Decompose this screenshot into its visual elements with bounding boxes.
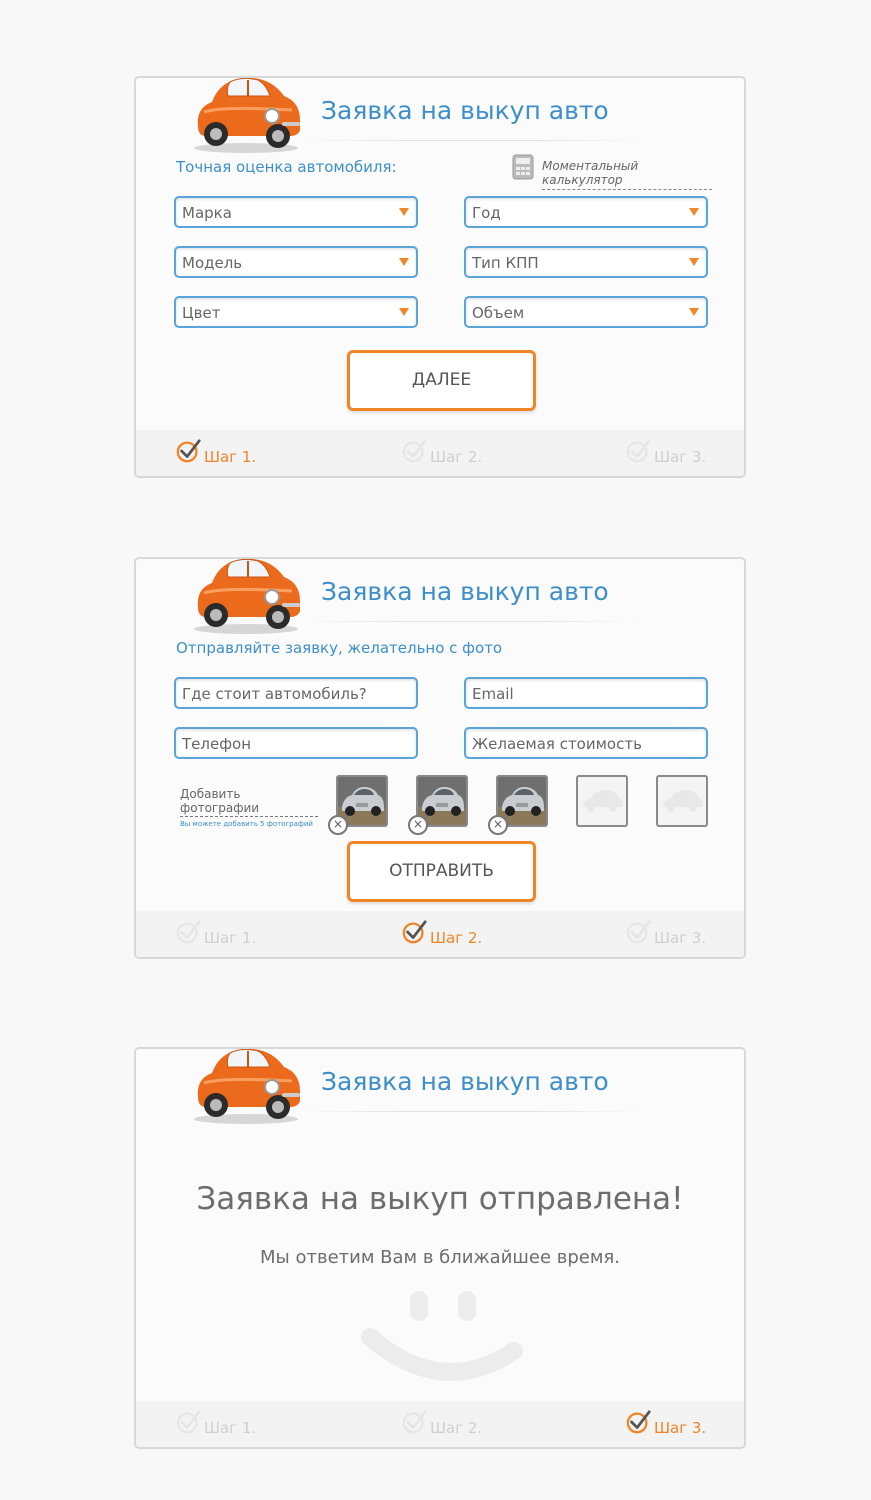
step-1-label: Шаг 1.	[204, 929, 257, 947]
dropdown-arrow-icon	[689, 208, 699, 216]
orange-beetle-car-icon	[186, 1047, 306, 1127]
photo-slot-empty[interactable]	[576, 775, 628, 827]
next-button[interactable]: ДАЛЕЕ	[347, 350, 536, 411]
steps-bar	[136, 1401, 744, 1447]
location-input-placeholder: Где стоит автомобиль?	[182, 685, 367, 703]
check-circle-icon	[176, 919, 202, 945]
check-circle-icon	[626, 1409, 652, 1435]
form-subtitle: Точная оценка автомобиля:	[176, 158, 397, 176]
dropdown-arrow-icon	[399, 308, 409, 316]
gearbox-select[interactable]	[464, 246, 708, 278]
gearbox-select-value: Тип КПП	[472, 254, 539, 272]
calculator-link[interactable]	[512, 154, 712, 187]
step-2-label: Шаг 2.	[430, 448, 483, 466]
add-photos-label[interactable]: Добавить фотографии	[180, 787, 318, 817]
volume-select[interactable]	[464, 296, 708, 328]
step-1-card	[134, 76, 746, 478]
form-subtitle: Отправляйте заявку, желательно с фото	[176, 639, 503, 657]
close-icon[interactable]: ×	[328, 815, 348, 835]
color-select[interactable]	[174, 296, 418, 328]
check-circle-icon	[402, 438, 428, 464]
step-1-label: Шаг 1.	[204, 1419, 257, 1437]
step-3-label: Шаг 3.	[654, 448, 707, 466]
card-title: Заявка на выкуп авто	[321, 577, 609, 606]
calculator-icon	[512, 154, 534, 180]
brand-select[interactable]	[174, 196, 418, 228]
price-input-placeholder: Желаемая стоимость	[472, 735, 642, 753]
steps-bar	[136, 430, 744, 476]
card-title: Заявка на выкуп авто	[321, 1067, 609, 1096]
close-icon[interactable]: ×	[408, 815, 428, 835]
step-3-label: Шаг 3.	[654, 929, 707, 947]
check-circle-icon	[626, 438, 652, 464]
price-input[interactable]	[464, 727, 708, 759]
dropdown-arrow-icon	[689, 308, 699, 316]
year-select-value: Год	[472, 204, 501, 222]
orange-beetle-car-icon	[186, 76, 306, 156]
close-icon[interactable]: ×	[488, 815, 508, 835]
brand-select-value: Марка	[182, 204, 232, 222]
car-silhouette-icon	[580, 789, 624, 813]
photo-slot-empty[interactable]	[656, 775, 708, 827]
volume-select-value: Объем	[472, 304, 525, 322]
title-divider	[301, 621, 641, 622]
photo-thumbnail[interactable]	[332, 775, 388, 831]
step-3-label: Шаг 3.	[654, 1419, 707, 1437]
email-input[interactable]	[464, 677, 708, 709]
email-input-placeholder: Email	[472, 685, 514, 703]
step-2-label: Шаг 2.	[430, 1419, 483, 1437]
step-2-label: Шаг 2.	[430, 929, 483, 947]
smiley-icon	[360, 1291, 524, 1381]
steps-bar	[136, 911, 744, 957]
check-circle-icon	[402, 1409, 428, 1435]
location-input[interactable]	[174, 677, 418, 709]
success-heading: Заявка на выкуп отправлена!	[196, 1181, 684, 1217]
photo-thumbnail[interactable]	[412, 775, 468, 831]
dropdown-arrow-icon	[399, 208, 409, 216]
check-circle-icon	[402, 919, 428, 945]
phone-input[interactable]	[174, 727, 418, 759]
orange-beetle-car-icon	[186, 557, 306, 637]
step-2-card	[134, 557, 746, 959]
photo-thumbnail[interactable]	[492, 775, 548, 831]
model-select[interactable]	[174, 246, 418, 278]
add-photos-hint: Вы можете добавить 5 фотографий	[180, 820, 313, 828]
submit-button[interactable]: ОТПРАВИТЬ	[347, 841, 536, 902]
color-select-value: Цвет	[182, 304, 221, 322]
check-circle-icon	[176, 1409, 202, 1435]
title-divider	[301, 1111, 641, 1112]
step-1-label: Шаг 1.	[204, 448, 257, 466]
add-photos-link[interactable]	[180, 787, 318, 828]
model-select-value: Модель	[182, 254, 243, 272]
title-divider	[301, 140, 641, 141]
check-circle-icon	[626, 919, 652, 945]
check-circle-icon	[176, 438, 202, 464]
dropdown-arrow-icon	[689, 258, 699, 266]
card-title: Заявка на выкуп авто	[321, 96, 609, 125]
phone-input-placeholder: Телефон	[182, 735, 252, 753]
calculator-link-label[interactable]: Моментальный калькулятор	[542, 159, 712, 190]
success-message: Мы ответим Вам в ближайшее время.	[260, 1247, 620, 1268]
year-select[interactable]	[464, 196, 708, 228]
step-3-card	[134, 1047, 746, 1449]
car-silhouette-icon	[660, 789, 704, 813]
dropdown-arrow-icon	[399, 258, 409, 266]
